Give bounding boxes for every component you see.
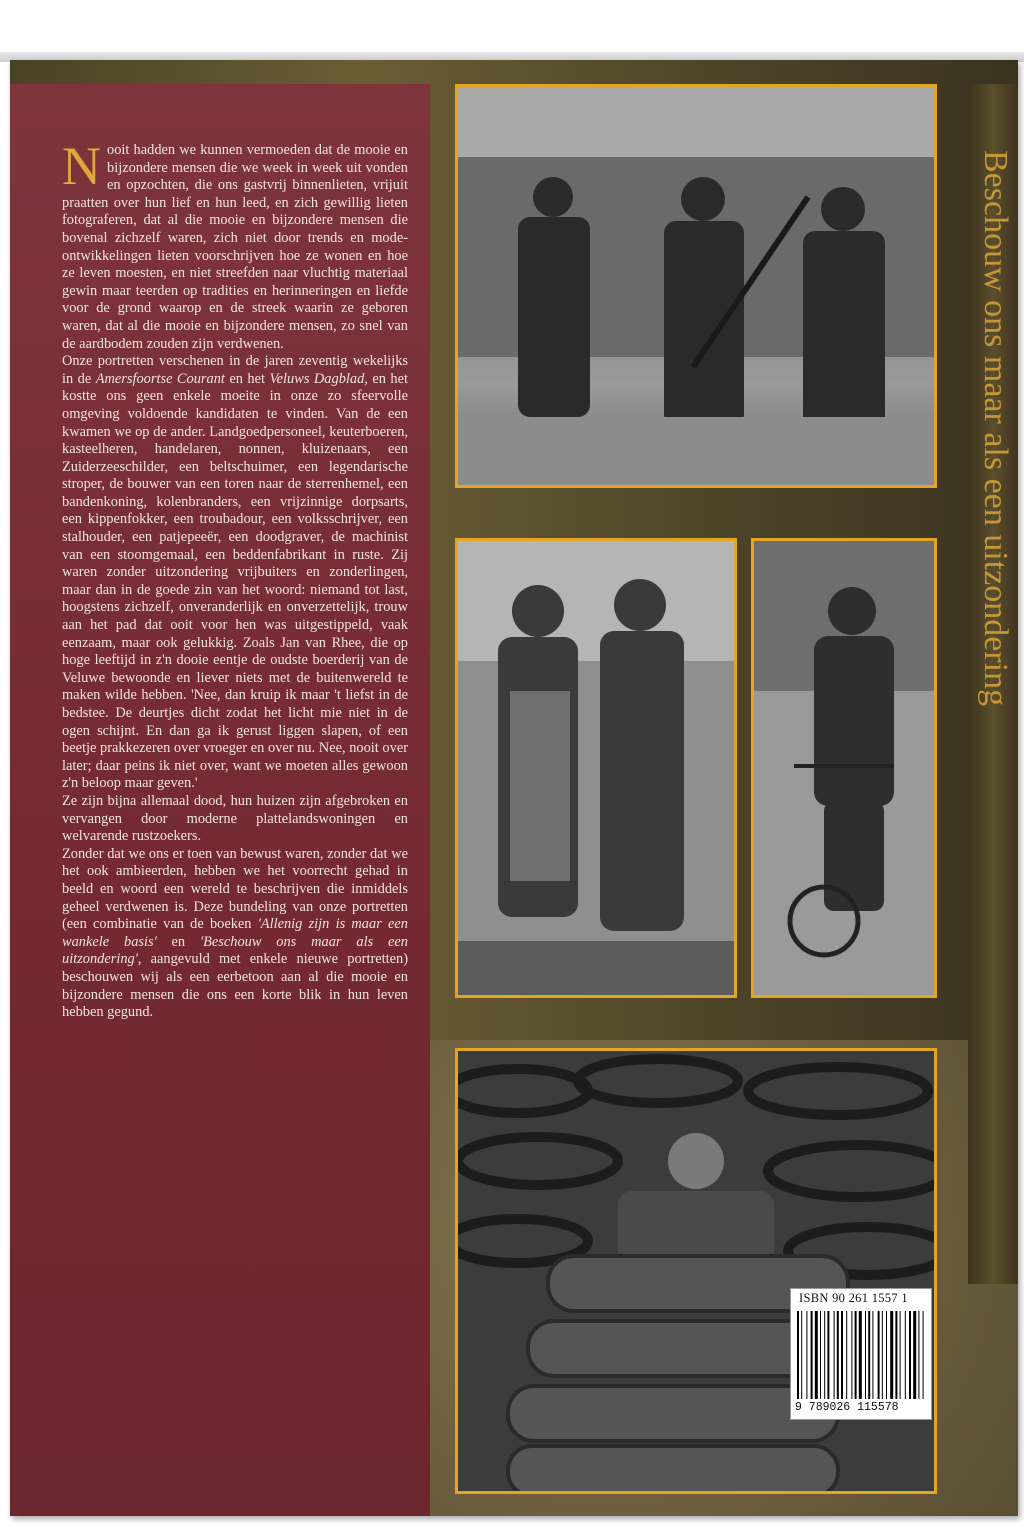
blurb-text — [62, 136, 409, 1022]
newspaper-name: Veluws Dagblad — [269, 370, 365, 387]
book-back-cover — [10, 60, 1018, 1516]
paragraph-1: Nooit hadden we kunnen vermoeden dat de mooie en bijzondere mensen die we week in week uit vonden en opzochten, die ons gastvrij binnenlieten, vrijuit praatten over hun lief en hun leed, en zich gewillig lieten fotograferen, dat al die mooie en bijzondere mensen die bovenal zichzelf waren, zich niet door trends en mode-ontwikkelingen lieten voorschrijven hoe ze wonen en hoe ze leven moesten, en niet streefden naar vluchtig materiaal gewin maar teerden op tradities en herinneringen en liefde voor de grond waarop en de streek waarin ze geboren waren, dat al die mooie en bijzondere mensen, zo snel van de aardbodem zouden zijn verdwenen. — [62, 136, 408, 352]
barcode-bars — [797, 1311, 925, 1399]
barcode-number: 9 789026 115578 — [795, 1401, 899, 1414]
photo-elderly-couple — [455, 538, 737, 998]
paragraph-4: Zonder dat we ons er toen van bewust waren, zonder dat we het ook ambieerden, hebben we het voorrecht gehad in beeld en woord een wereld te beschrijven die inmiddels geheel verdwenen is. Deze bundeling van onze portretten (een combinatie van de boeken 'Allenig zijn is maar een wankele basis' en 'Beschouw ons maar als een uitzondering', aangevuld met enkele nieuwe portretten) beschouwen wij als een eerbetoon aan al die mooie en bijzondere mensen die ons een korte blik in hun leven hebben gegund. — [62, 845, 409, 1021]
book-title: 'Allenig zijn is maar een wankele basis' — [62, 916, 408, 950]
spine-title: Beschouw ons maar als een uitzondering — [977, 150, 1014, 707]
newspaper-name: Amersfoortse Courant — [95, 370, 225, 387]
drop-cap: N — [62, 136, 101, 196]
photo-three-men — [455, 84, 937, 488]
paragraph-2: Onze portretten verschenen in de jaren zeventig wekelijks in de Amersfoortse Courant en het Veluws Dagblad, en het kostte ons geen enkele moeite in onze zo sfeervolle omgeving voldoende kandidaten te vinden. Van de een kwamen we op de ander. Landgoedpersoneel, keuterboeren, kasteelheren, handelaren, nonnen, kluizenaars, een Zuiderzeeschilder, een beltschuimer, een legendarische stroper, de bouwer van een toren naar de sterrenhemel, een bandenkoning, kolenbranders, een vrijzinnige dorpsarts, een kippenfokker, een troubadour, een volksschrijver, een stalhouder, een patjepeeër, een doodgraver, de machinist van een stoomgemaal, een beddenfabrikant in ruste. Zij waren zonder uitzondering vrijbuiters en zonderlingen, maar dan in de goede zin van het woord: niemand tot last, hoogstens zichzelf, onveranderlijk en onverzettelijk, trouw aan het pad dat ooit voor hen was uitgestippeld, vaak eenzaam, maar ook gelukkig. Zoals Jan van Rhee, die op hoge leeftijd in z'n dooie eentje de oudste boerderij van de Veluwe bewoonde en liever niets met de buitenwereld te maken wilde hebben. 'Nee, dan kruip ik maar 't liefst in de bedstee. De deurtjes dicht zodat het licht mie niet in de ogen schijnt. En dan ga ik gerust liggen slapen, of een beetje prakkezeren over vroeger en over nu. Nee, nooit over later; daar peins ik niet over, want we moeten alles gewoon z'n beloop maar geven.' — [62, 353, 408, 792]
photo-man-on-bicycle — [751, 538, 937, 998]
paragraph-3: Ze zijn bijna allemaal dood, hun huizen zijn afgebroken en vervangen door moderne plattelandswoningen en welvarende rustzoekers. — [62, 792, 408, 845]
book-title: 'Beschouw ons maar als een uitzondering' — [62, 933, 409, 968]
barcode-label — [790, 1288, 932, 1420]
isbn-text: ISBN 90 261 1557 1 — [799, 1291, 908, 1305]
photo-tyre-man — [455, 1048, 937, 1494]
